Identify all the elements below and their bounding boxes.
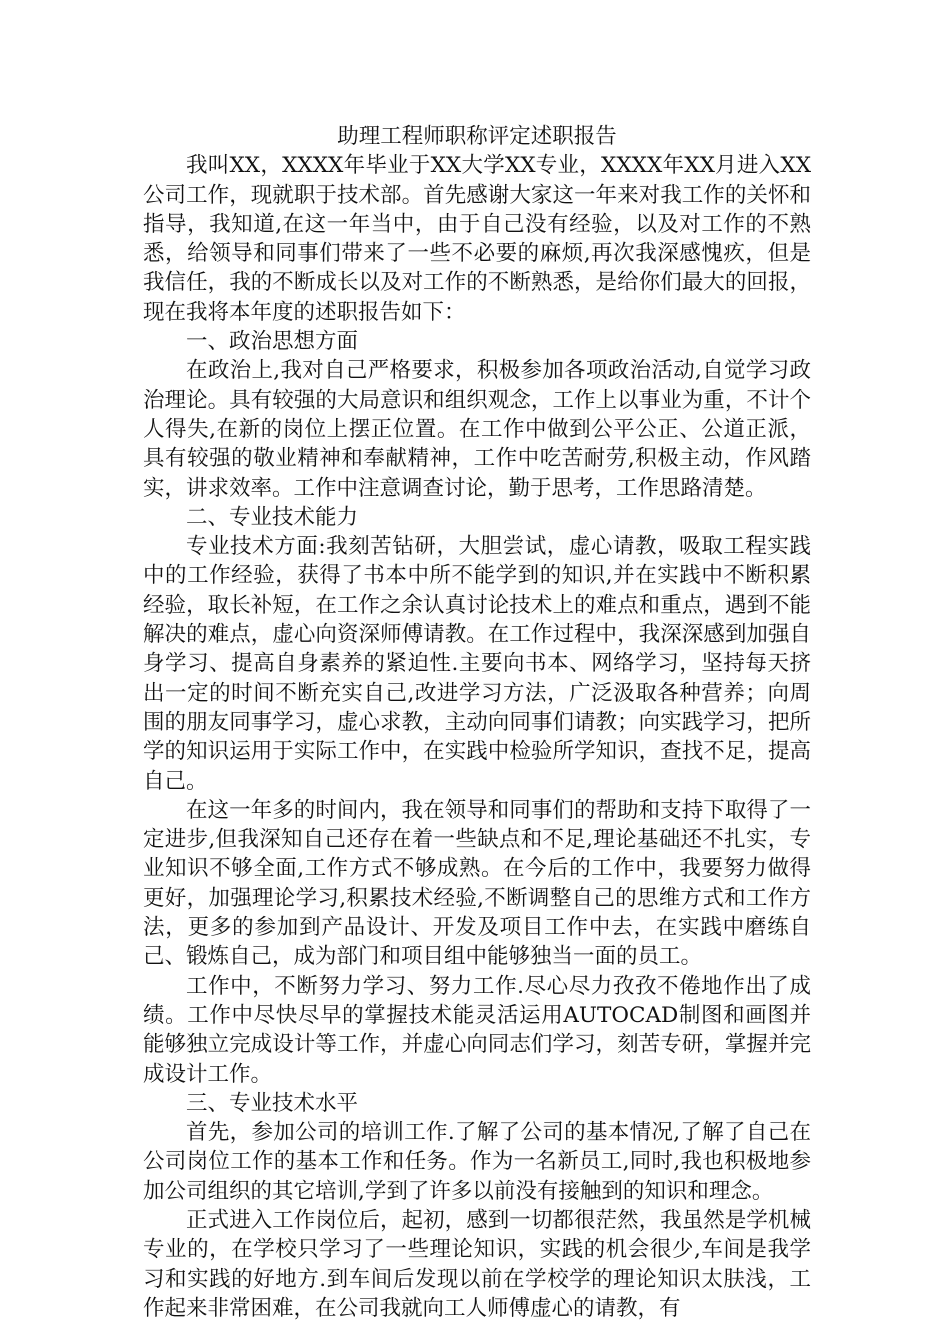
section-heading-ability: 二、专业技术能力 — [186, 504, 359, 530]
document-body — [143, 122, 811, 1323]
paragraph-intro: 我叫XX，XXXX年毕业于XX大学XX专业，XXXX年XX月进入XX公司工作，现就职于技术部。首先感谢大家这一年来对我工作的关怀和指导，我知道,在这一年当中，由于自己没有经验，以及对工作的不熟悉，给领导和同事们带来了一些不必要的麻烦,再次我深感愧疚，但是我信任，我的不断成长以及对工作的不断熟悉，是给你们最大的回报，现在我将本年度的述职报告如下： — [143, 153, 811, 325]
paragraph-progress: 在这一年多的时间内，我在领导和同事们的帮助和支持下取得了一定进步,但我深知自己还存在着一些缺点和不足,理论基础还不扎实，专业知识不够全面,工作方式不够成熟。在今后的工作中，我要努力做得更好，加强理论学习,积累技术经验,不断调整自己的思维方式和工作方法，更多的参加到产品设计、开发及项目工作中去，在实践中磨练自己、锻炼自己，成为部门和项目组中能够独当一面的员工。 — [143, 797, 811, 970]
paragraph-ability: 专业技术方面:我刻苦钻研，大胆尝试，虚心请教，吸取工程实践中的工作经验，获得了书本中所不能学到的知识,并在实践中不断积累经验，取长补短，在工作之余认真讨论技术上的难点和重点，遇到不能解决的难点，虚心向资深师傅请教。在工作过程中，我深深感到加强自身学习、提高自身素养的紧迫性.主要向书本、网络学习，坚持每天挤出一定的时间不断充实自己,改进学习方法，广泛汲取各种营养；向周围的朋友同事学习，虚心求教，主动向同事们请教；向实践学习，把所学的知识运用于实际工作中，在实践中检验所学知识，查找不足，提高自己。 — [143, 534, 811, 794]
paragraph-political: 在政治上,我对自己严格要求，积极参加各项政治活动,自觉学习政治理论。具有较强的大局意识和组织观念，工作上以事业为重，不计个人得失,在新的岗位上摆正位置。在工作中做到公平公正、公道正派，具有较强的敬业精神和奉献精神，工作中吃苦耐劳,积极主动，作风踏实，讲求效率。工作中注意调查讨论，勤于思考，工作思路清楚。 — [143, 358, 811, 501]
paragraph-work: 工作中，不断努力学习、努力工作.尽心尽力孜孜不倦地作出了成绩。工作中尽快尽早的掌握技术能灵活运用AUTOCAD制图和画图并能够独立完成设计等工作，并虚心向同志们学习，刻苦专研，掌握并完成设计工作。 — [143, 973, 811, 1087]
document-title: 助理工程师职称评定述职报告 — [337, 124, 617, 149]
paragraph-training: 首先，参加公司的培训工作.了解了公司的基本情况,了解了自己在公司岗位工作的基本工作和任务。作为一名新员工,同时,我也积极地参加公司组织的其它培训,学到了许多以前没有接触到的知识和理念。 — [143, 1120, 811, 1204]
section-heading-political: 一、政治思想方面 — [186, 329, 359, 355]
paragraph-workshop: 正式进入工作岗位后，起初，感到一切都很茫然，我虽然是学机械专业的，在学校只学习了一些理论知识，实践的机会很少,车间是我学习和实践的好地方.到车间后发现以前在学校学的理论知识太肤浅，工作起来非常困难，在公司我就向工人师傅虚心的请教，有 — [143, 1207, 811, 1321]
section-heading-level: 三、专业技术水平 — [186, 1090, 359, 1116]
